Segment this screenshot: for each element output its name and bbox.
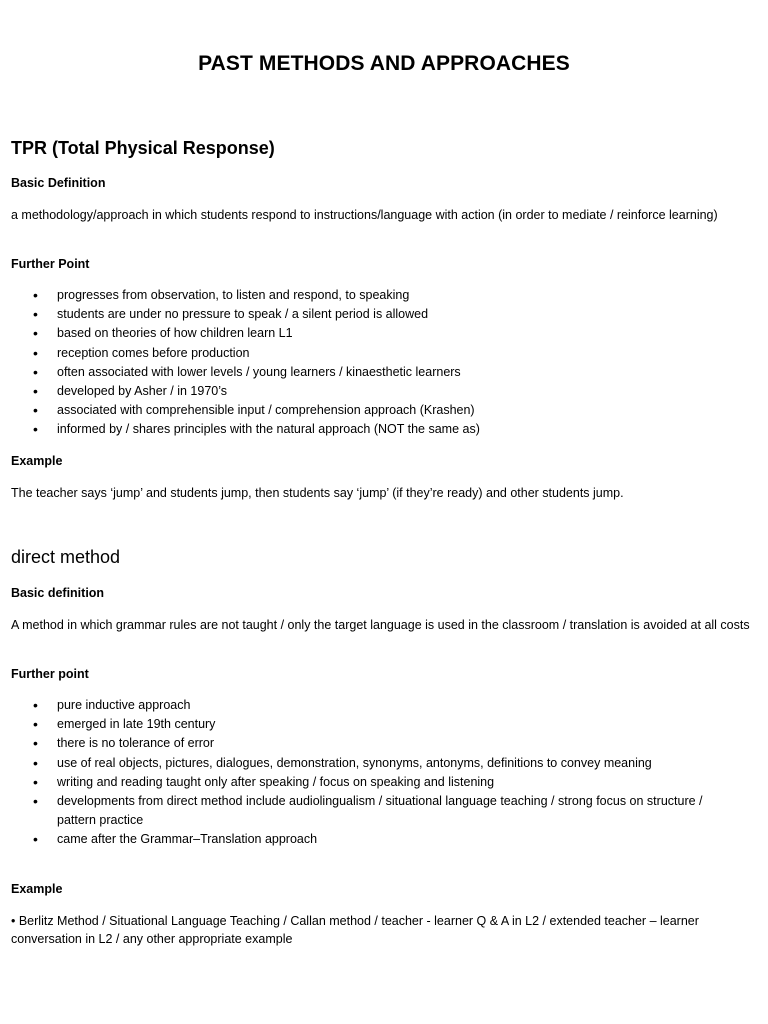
list-item: • writing and reading taught only after speaking / focus on speaking and listening bbox=[0, 773, 768, 792]
list-item: • there is no tolerance of error bbox=[0, 734, 768, 753]
list-item: • based on theories of how children learn L1 bbox=[0, 324, 768, 343]
tpr-definition-text: a methodology/approach in which students respond to instructions/language with action (in order to mediate / reinforce learning) bbox=[11, 208, 718, 222]
list-item: • pure inductive approach bbox=[0, 696, 768, 715]
direct-definition-label: Basic definition bbox=[11, 586, 105, 600]
direct-example-text: • Berlitz Method / Situational Language Teaching / Callan method / teacher - learner Q & A in L2 / extended teacher – learner conversation in L2 / any other appropriate example bbox=[11, 914, 699, 946]
direct-further-label: Further point bbox=[11, 667, 89, 681]
tpr-definition-label: Basic Definition bbox=[11, 176, 106, 190]
tpr-further-label: Further Point bbox=[11, 257, 90, 271]
list-item: • reception comes before production bbox=[0, 344, 768, 363]
direct-example-label: Example bbox=[11, 882, 63, 896]
direct-definition-text: A method in which grammar rules are not taught / only the target language is used in the classroom / translation is avoided at all costs bbox=[11, 618, 750, 632]
page-title: PAST METHODS AND APPROACHES bbox=[198, 52, 570, 75]
list-item: • students are under no pressure to speak / a silent period is allowed bbox=[0, 305, 768, 324]
list-item: • informed by / shares principles with the natural approach (NOT the same as) bbox=[0, 420, 768, 439]
tpr-heading: TPR (Total Physical Response) bbox=[11, 138, 275, 158]
list-item: • use of real objects, pictures, dialogues, demonstration, synonyms, antonyms, definitions to convey meaning bbox=[0, 754, 768, 773]
tpr-example-text: The teacher says ‘jump’ and students jump, then students say ‘jump’ (if they’re ready) and other students jump. bbox=[11, 486, 624, 500]
direct-method-heading: direct method bbox=[11, 547, 121, 567]
direct-points-list bbox=[0, 696, 768, 850]
list-item: • developments from direct method include audiolingualism / situational language teaching / strong focus on structure / pattern practice bbox=[0, 792, 768, 830]
tpr-example-label: Example bbox=[11, 454, 63, 468]
list-item: • often associated with lower levels / young learners / kinaesthetic learners bbox=[0, 363, 768, 382]
list-item: • developed by Asher / in 1970’s bbox=[0, 382, 768, 401]
list-item: • associated with comprehensible input / comprehension approach (Krashen) bbox=[0, 401, 768, 420]
tpr-points-list bbox=[0, 286, 768, 440]
list-item: • emerged in late 19th century bbox=[0, 715, 768, 734]
list-item: • progresses from observation, to listen and respond, to speaking bbox=[0, 286, 768, 305]
list-item: • came after the Grammar–Translation approach bbox=[0, 830, 768, 849]
